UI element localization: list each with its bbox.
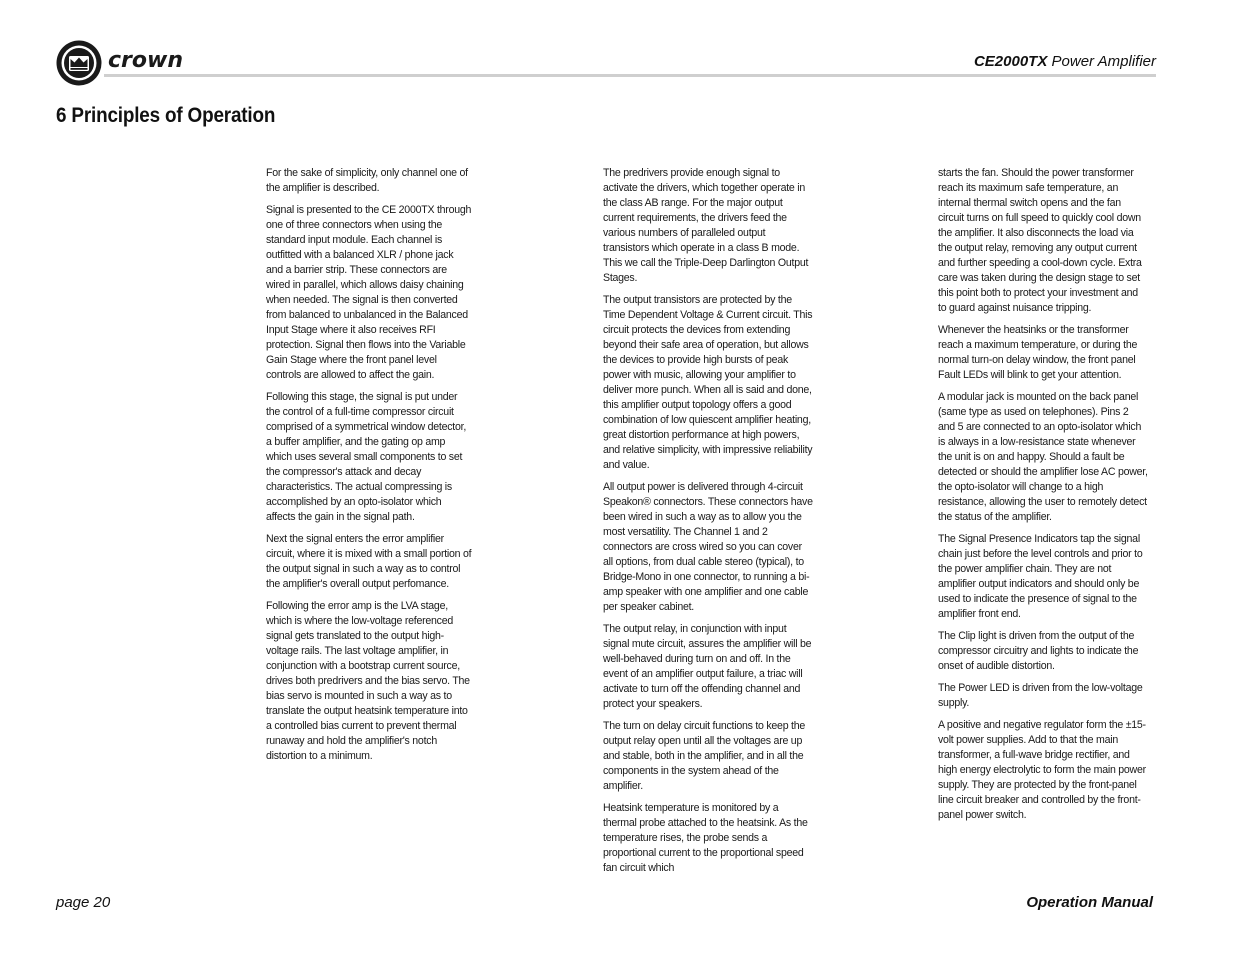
paragraph: Following this stage, the signal is put under the control of a full-time compressor circuit comprised of a symmetrical window detector, a buffer amplifier, and the gating op amp which uses several small components to set the compressor's attack and decay characteristics. The actual compressing is accomplished by an opto-isolator which affects the gain in the signal path.	[266, 391, 467, 523]
section-title: 6 Principles of Operation	[56, 104, 276, 127]
paragraph: Next the signal enters the error amplifier circuit, where it is mixed with a small portion of the output signal in such a way as to control the amplifier's overall output perfomance.	[266, 533, 472, 590]
product-model: CE2000TX	[973, 53, 1048, 70]
paragraph: Following the error amp is the LVA stage, which is where the low-voltage referenced signal gets translated to the output high-voltage rails. The last voltage amplifier, in conjunction with a bootstrap current source, drives both predrivers and the bias servo. The bias servo is mounted in such a way as to translate the output heatsink temperature into a controlled bias current to prevent thermal runaway and hold the amplifier's notch distortion to a minimum.	[266, 600, 470, 762]
paragraph: The Signal Presence Indicators tap the signal chain just before the level controls and prior to the power amplifier chain. They are not amplifier output indicators and should only be used to indicate the presence of signal to the amplifier front end.	[938, 533, 1143, 620]
paragraph: The output relay, in conjunction with input signal mute circuit, assures the amplifier will be well-behaved during turn on and off. In the event of an amplifier output failure, a triac will activate to turn off the offending channel and protect your speakers.	[603, 623, 812, 710]
paragraph: Whenever the heatsinks or the transformer reach a maximum temperature, or during the normal turn-on delay window, the front panel Fault LEDs will blink to get your attention.	[938, 324, 1138, 381]
product-name: Power Amplifier	[1051, 53, 1156, 70]
header-divider	[104, 74, 1156, 77]
brand-name: crown	[108, 48, 183, 70]
paragraph: The predrivers provide enough signal to activate the drivers, which together operate in the class AB range. For the major output current requirements, the drivers feed the various numbers of paralleled output transistors which operate in a class B mode. This we call the Triple-Deep Darlington Output Stages.	[603, 167, 809, 284]
paragraph: The turn on delay circuit functions to keep the output relay open until all the voltages are up and stable, both in the amplifier, and in all the components in the system ahead of the amplifier.	[603, 720, 806, 792]
paragraph: starts the fan. Should the power transformer reach its maximum safe temperature, an internal thermal switch opens and the fan circuit turns on full speed to quickly cool down the amplifier. It also disconnects the load via the output relay, removing any output current and further speeding a cool-down cycle. Extra care was taken during the design stage to set this point both to protect your investment and to guard against nuisance tripping.	[938, 167, 1142, 314]
paragraph: Heatsink temperature is monitored by a thermal probe attached to the heatsink. As the temperature rises, the probe sends a proportional current to the proportional speed fan circuit which	[603, 802, 808, 874]
text-column-3	[938, 166, 1148, 830]
page-number: page 20	[56, 894, 111, 911]
paragraph: Signal is presented to the CE 2000TX through one of three connectors when using the standard input module. Each channel is outfitted with a balanced XLR / phone jack and a barrier strip. These connectors are wired in parallel, which allows daisy chaining when needed. The signal is then converted from balanced to unbalanced in the Balanced Input Stage where it also receives RFI protection. Signal then flows into the Variable Gain Stage where the front panel level controls are allowed to affect the gain.	[266, 204, 472, 381]
paragraph: For the sake of simplicity, only channel one of the amplifier is described.	[266, 167, 468, 194]
manual-title: Operation Manual	[1026, 894, 1153, 911]
paragraph: The output transistors are protected by the Time Dependent Voltage & Current circuit. This circuit protects the devices from extending beyond their safe area of operation, but allows the devices to provide high bursts of peak power with music, allowing your amplifier to deliver more punch. When all is said and done, this amplifier output topology offers a good combination of low quiescent amplifier heating, great distortion performance at high powers, and relative simplicity, with impressive reliability and value.	[603, 294, 813, 471]
text-column-2	[603, 166, 813, 883]
text-column-1	[266, 166, 472, 771]
paragraph: All output power is delivered through 4-circuit Speakon® connectors. These connectors have been wired in such a way as to allow you the most versatility. The Channel 1 and 2 connectors are cross wired so you can cover all options, from dual cable stereo (typical), to Bridge-Mono in one connector, to running a bi-amp speaker with one amplifier and one cable per speaker cabinet.	[603, 481, 813, 613]
crown-logo-icon	[55, 39, 103, 87]
paragraph: The Clip light is driven from the output of the compressor circuitry and lights to indicate the onset of audible distortion.	[938, 630, 1139, 672]
paragraph: A modular jack is mounted on the back panel (same type as used on telephones). Pins 2 and 5 are connected to an opto-isolator which is always in a low-resistance state whenever the unit is on and happy. Should a fault be detected or should the amplifier lose AC power, the opto-isolator will change to a high resistance, allowing the user to remotely detect the status of the amplifier.	[938, 391, 1148, 523]
product-title	[974, 53, 1156, 70]
brand-wordmark	[108, 48, 198, 75]
paragraph: The Power LED is driven from the low-voltage supply.	[938, 682, 1143, 709]
paragraph: A positive and negative regulator form the ±15-volt power supplies. Add to that the main transformer, a full-wave bridge rectifier, and high energy electrolytic to form the main power supply. They are protected by the front-panel line circuit breaker and controlled by the front-panel power switch.	[938, 719, 1146, 821]
